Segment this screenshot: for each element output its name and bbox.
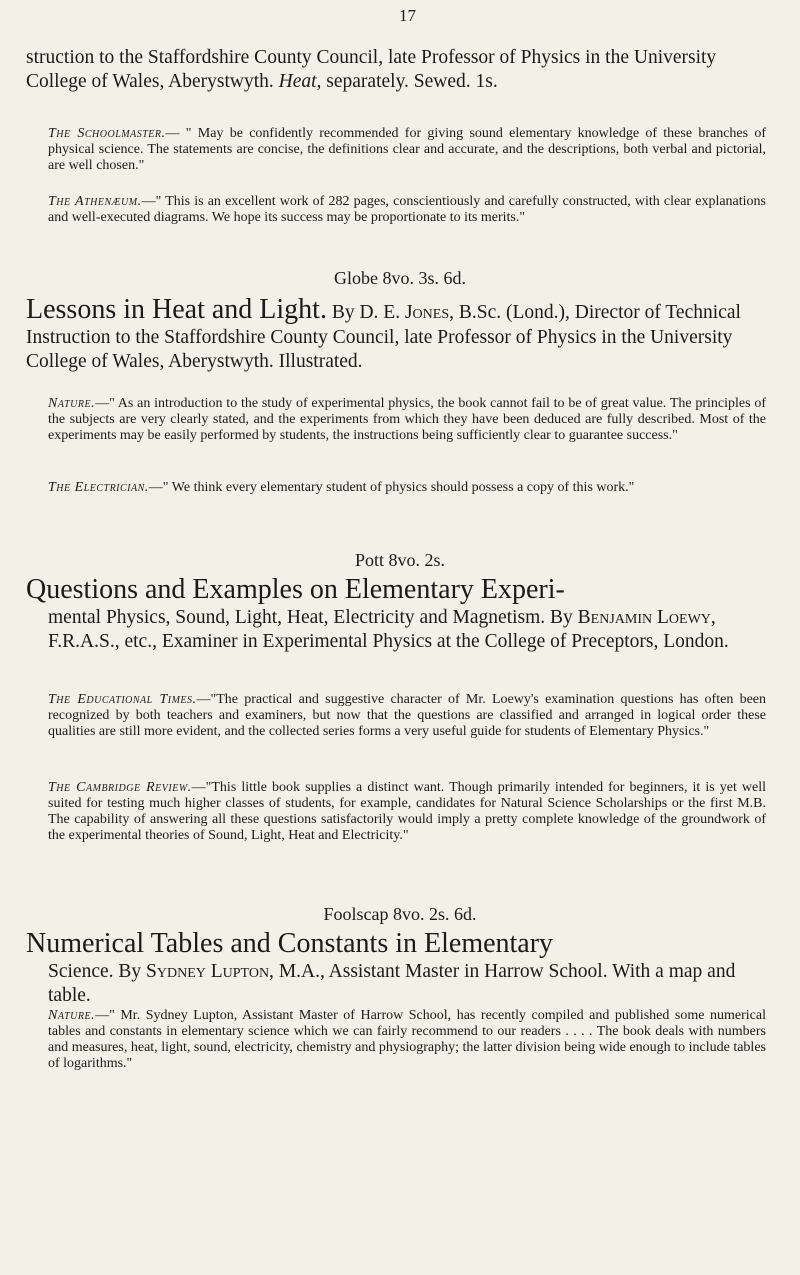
book4-entry: [26, 928, 766, 1008]
book2-details: B.Sc. (Lond.), Director of Technical Instruction to the Staffordshire County Council, late Professor of Physics in the University College of Wales, Aberystwyth. Illustrated.: [26, 302, 741, 372]
review-text: —" We think every elementary student of physics should possess a copy of this work.": [148, 480, 635, 495]
book1-continuation: [26, 46, 766, 94]
book3-title: Questions and Examples on Elementary Experi-: [26, 574, 565, 605]
book3-entry: [26, 574, 766, 654]
review-text: —"The practical and suggestive character of Mr. Loewy's examination questions has often been recognized by both teachers and examiners, but now that the questions are classified and arranged in logical order these qualities are still more evident, and the collected series forms a very useful guide for students of Elementary Physics.": [48, 692, 766, 739]
book3-author: Benjamin Loewy,: [577, 607, 716, 628]
review-text: — " May be confidently recommended for giving sound elementary knowledge of these branches of physical science. The statements are concise, the definitions clear and accurate, and the descriptions, both verbal and pictorial, are well chosen.": [48, 126, 767, 173]
book3-details-b: F.R.A.S., etc., Examiner in Experimental Physics at the College of Preceptors, London.: [48, 631, 729, 652]
book1-review-1: [26, 126, 766, 174]
review-text: —"This little book supplies a distinct want. Though primarily intended for beginners, it is yet well suited for testing much higher classes of students, for example, candidates for Natural Science Scholarships or the first M.B. The capability of answering all these questions satisfactorily would imply a pretty complete knowledge of the groundwork of the experimental theories of Sound, Light, Heat and Electricity.": [48, 780, 767, 843]
book2-format-price: Globe 8vo. 3s. 6d.: [334, 268, 466, 288]
review-source: The Electrician.: [48, 480, 149, 495]
book4-author: Sydney Lupton,: [146, 961, 274, 982]
book1-review-2: [26, 194, 766, 226]
book3-review-2: [26, 780, 766, 844]
book4-format-price: Foolscap 8vo. 2s. 6d.: [323, 904, 477, 924]
review-source: The Athenæum.: [48, 194, 142, 209]
review-source: Nature.: [48, 396, 96, 411]
review-source: The Cambridge Review.: [48, 780, 192, 795]
review-text: —" This is an excellent work of 282 pages, conscientiously and carefully constructed, with clear explanations and well-executed diagrams. We hope its success may be proportionate to its merits.": [48, 194, 767, 225]
book2-title: Lessons in Heat and Light.: [26, 294, 327, 325]
page-number: 17: [399, 6, 416, 25]
book4-title: Numerical Tables and Constants in Elementary: [26, 928, 554, 959]
book1-heat-title: Heat,: [278, 71, 322, 92]
book1-continuation-text: struction to the Staffordshire County Council, late Professor of Physics in the University College of Wales, Aberystwyth.: [26, 47, 717, 92]
book2-entry: [26, 294, 766, 374]
book2-review-2: [26, 480, 766, 496]
book3-details-a: mental Physics, Sound, Light, Heat, Electricity and Magnetism. By: [48, 607, 578, 628]
book2-author: D. E. Jones,: [359, 302, 454, 323]
review-text: —" As an introduction to the study of experimental physics, the book cannot fail to be of great value. The principles of the subjects are very clearly stated, and the experiments from which they have been deduced are fully described. Most of the experiments may be easily performed by students, the instructions being sufficiently clear to guarantee success.": [48, 396, 766, 443]
book1-price: separately. Sewed. 1s.: [321, 71, 498, 92]
review-source: Nature.: [48, 1008, 96, 1023]
book2-review-1: [26, 396, 766, 444]
review-text: —" Mr. Sydney Lupton, Assistant Master of Harrow School, has recently compiled and published some numerical tables and constants in elementary science which we can fairly recommend to our readers . . . . The book deals with numbers and measures, heat, light, sound, electricity, chemistry and physiography; the latter division being wide enough to include tables of logarithms.": [48, 1008, 766, 1071]
book3-review-1: [26, 692, 766, 740]
review-source: The Educational Times.: [48, 692, 197, 707]
book4-details-a: Science. By: [48, 961, 147, 982]
book4-details-b: M.A., Assistant Master in Harrow School. With a map and table.: [48, 961, 736, 1006]
review-source: The Schoolmaster.: [48, 126, 166, 141]
book3-format-price: Pott 8vo. 2s.: [354, 550, 446, 570]
book2-by: By: [326, 302, 360, 323]
book4-review-1: [26, 1008, 766, 1072]
